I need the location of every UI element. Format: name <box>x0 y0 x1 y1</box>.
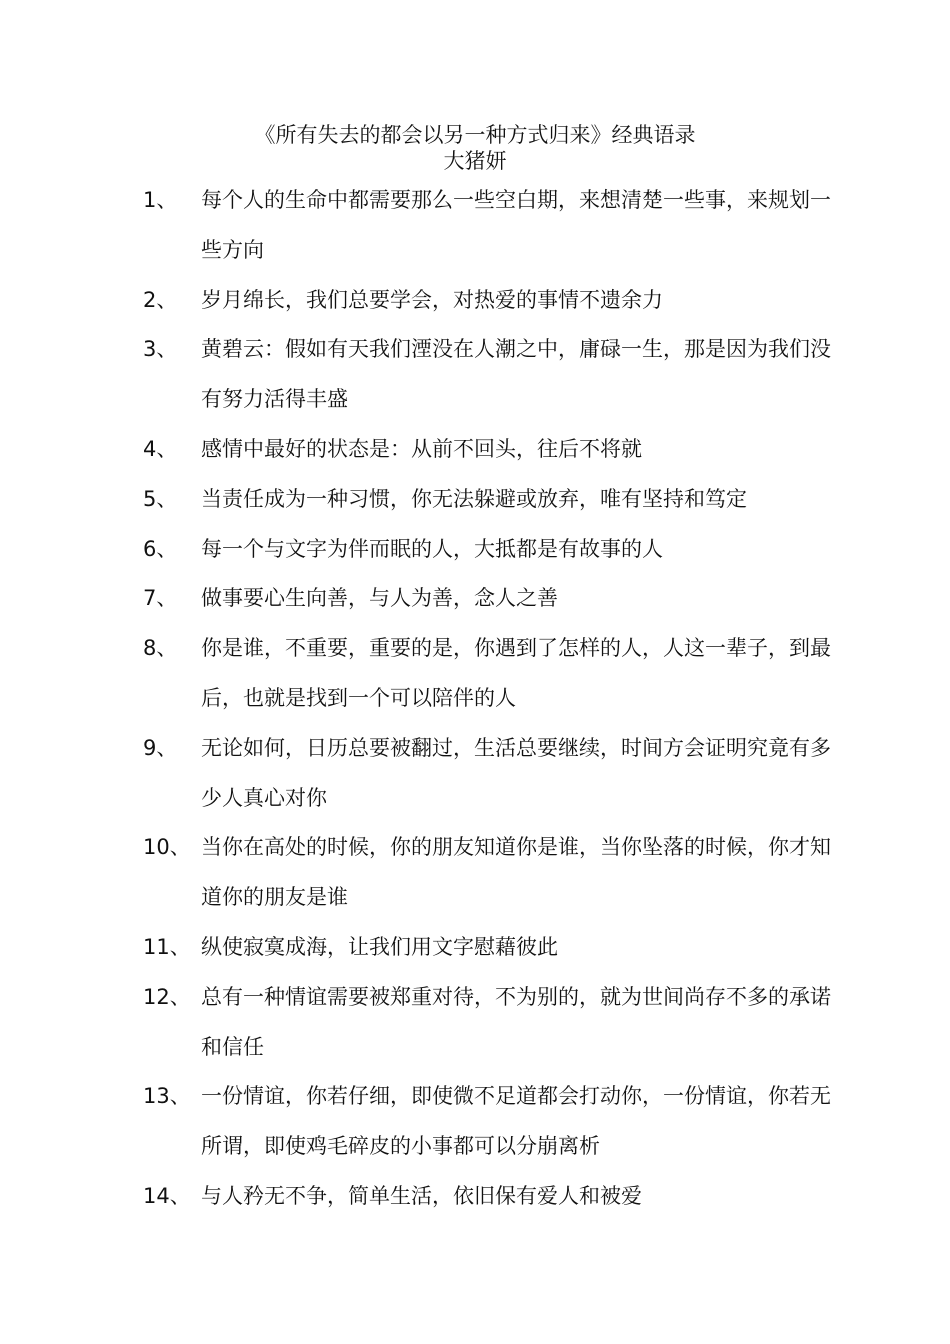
quote-text: 做事要心生向善，与人为善，念人之善 <box>201 586 558 611</box>
quote-number: 11、 <box>143 934 191 959</box>
quote-item <box>143 724 843 824</box>
quote-number: 5、 <box>143 486 178 511</box>
quote-number: 1、 <box>143 188 178 212</box>
quote-number: 9、 <box>143 735 178 760</box>
quote-number: 6、 <box>143 536 178 561</box>
quote-item <box>143 425 843 475</box>
quote-item <box>143 1172 843 1222</box>
quote-number: 14、 <box>143 1183 191 1208</box>
quote-item <box>143 1072 843 1172</box>
quote-number: 2、 <box>143 287 178 312</box>
quote-text: 每一个与文字为伴而眠的人，大抵都是有故事的人 <box>201 536 663 561</box>
quote-number: 10、 <box>143 835 191 860</box>
quote-item <box>143 325 843 425</box>
quote-number: 4、 <box>143 436 178 461</box>
quote-item <box>143 973 843 1073</box>
document-author: 大猪妍 <box>443 149 507 173</box>
quote-text: 当责任成为一种习惯，你无法躲避或放弃，唯有坚持和笃定 <box>201 486 747 511</box>
quote-text: 每个人的生命中都需要那么一些空白期，来想清楚一些事，来规划一些方向 <box>201 188 831 262</box>
quote-item <box>143 574 843 624</box>
quote-number: 8、 <box>143 636 178 661</box>
quote-text: 感情中最好的状态是：从前不回头，往后不将就 <box>201 436 642 461</box>
quote-item <box>143 276 843 326</box>
quote-item <box>143 624 843 724</box>
quote-text: 你是谁，不重要，重要的是，你遇到了怎样的人，人这一辈子，到最后，也就是找到一个可以陪伴的人 <box>201 636 831 710</box>
quote-text: 无论如何，日历总要被翻过，生活总要继续，时间方会证明究竟有多少人真心对你 <box>201 735 831 810</box>
document-header <box>0 122 950 174</box>
quote-number: 12、 <box>143 984 191 1009</box>
quote-item <box>143 823 843 923</box>
quote-text: 黄碧云：假如有天我们湮没在人潮之中，庸碌一生，那是因为我们没有努力活得丰盛 <box>201 337 831 412</box>
quote-text: 与人矜无不争，简单生活，依旧保有爱人和被爱 <box>201 1183 642 1208</box>
quote-text: 一份情谊，你若仔细，即使微不足道都会打动你，一份情谊，你若无所谓，即使鸡毛碎皮的小事都可以分崩离析 <box>201 1084 831 1159</box>
quote-item <box>143 923 843 973</box>
quote-number: 13、 <box>143 1084 191 1109</box>
quote-item <box>143 475 843 525</box>
quote-list <box>143 176 843 1222</box>
quote-text: 岁月绵长，我们总要学会，对热爱的事情不遗余力 <box>201 287 663 312</box>
quote-text: 当你在高处的时候，你的朋友知道你是谁，当你坠落的时候，你才知道你的朋友是谁 <box>201 835 831 910</box>
document-title: 《所有失去的都会以另一种方式归来》经典语录 <box>254 123 696 147</box>
quote-text: 总有一种情谊需要被郑重对待，不为别的，就为世间尚存不多的承诺和信任 <box>201 984 831 1059</box>
quote-item <box>143 525 843 575</box>
quote-number: 7、 <box>143 586 178 611</box>
quote-text: 纵使寂寞成海，让我们用文字慰藉彼此 <box>201 934 558 959</box>
quote-number: 3、 <box>143 337 178 362</box>
quote-item <box>143 176 843 276</box>
